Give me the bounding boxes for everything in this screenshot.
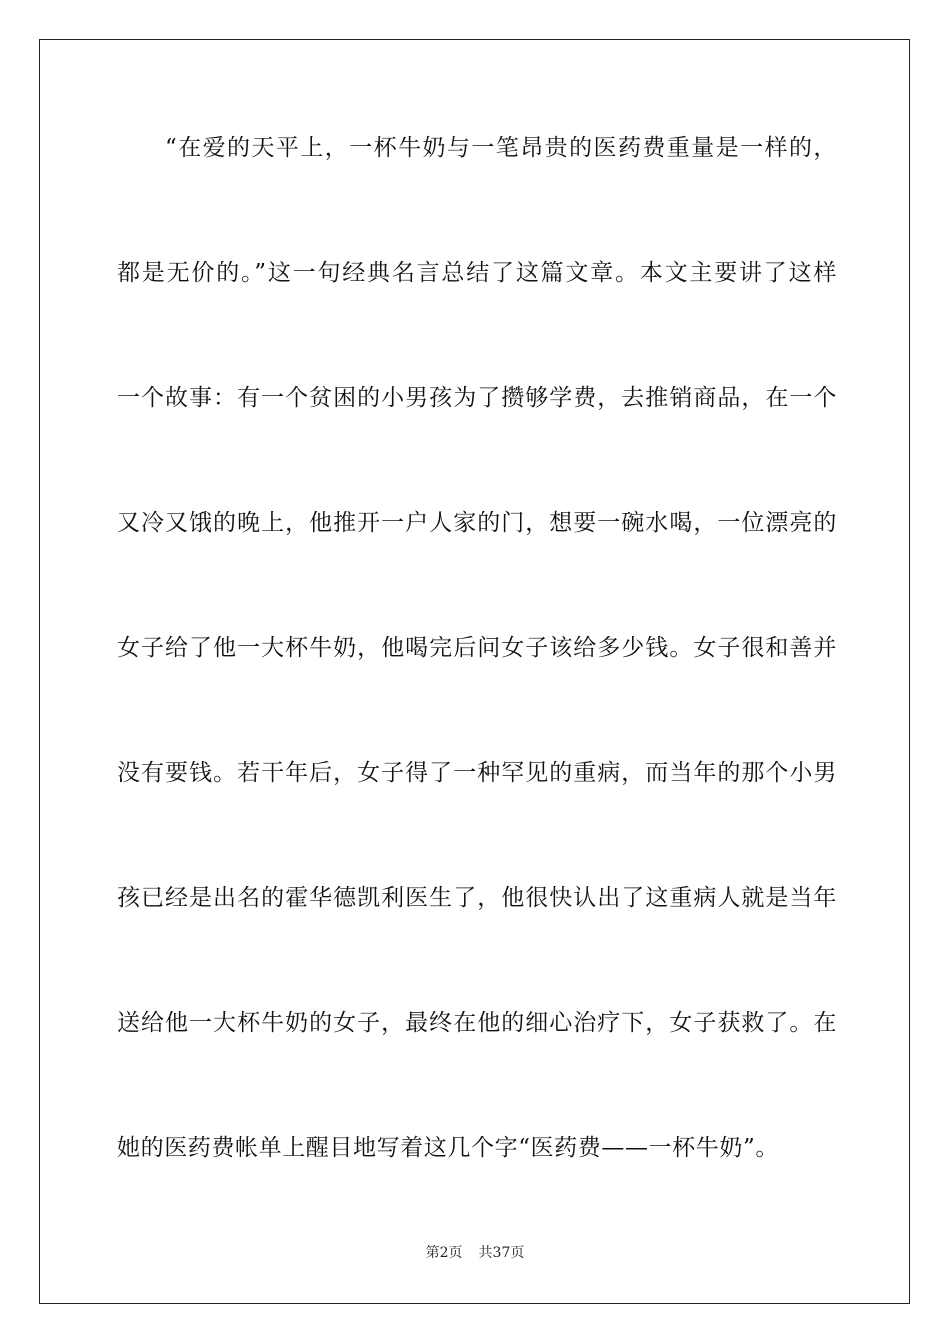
paragraph-line-4: 又冷又饿的晚上，他推开一户人家的门，想要一碗水喝，一位漂亮的 bbox=[117, 510, 837, 536]
paragraph-line-3: 一个故事：有一个贫困的小男孩为了攒够学费，去推销商品，在一个 bbox=[117, 385, 837, 411]
paragraph-line-1: “在爱的天平上，一杯牛奶与一笔昂贵的医药费重量是一样的， bbox=[165, 135, 837, 161]
paragraph-line-2: 都是无价的。”这一句经典名言总结了这篇文章。本文主要讲了这样 bbox=[117, 260, 837, 286]
paragraph-line-6: 没有要钱。若干年后，女子得了一种罕见的重病，而当年的那个小男 bbox=[117, 760, 837, 786]
page-footer bbox=[0, 1244, 950, 1262]
paragraph-line-5: 女子给了他一大杯牛奶，他喝完后问女子该给多少钱。女子很和善并 bbox=[117, 635, 837, 661]
total-pages: 共37页 bbox=[478, 1245, 525, 1261]
page-border bbox=[39, 39, 910, 1304]
paragraph-line-8: 送给他一大杯牛奶的女子，最终在他的细心治疗下，女子获救了。在 bbox=[117, 1010, 837, 1036]
paragraph-line-7: 孩已经是出名的霍华德凯利医生了，他很快认出了这重病人就是当年 bbox=[117, 885, 837, 911]
paragraph-line-9: 她的医药费帐单上醒目地写着这几个字“医药费——一杯牛奶”。 bbox=[117, 1135, 779, 1161]
page-number: 第2页 bbox=[425, 1245, 463, 1261]
